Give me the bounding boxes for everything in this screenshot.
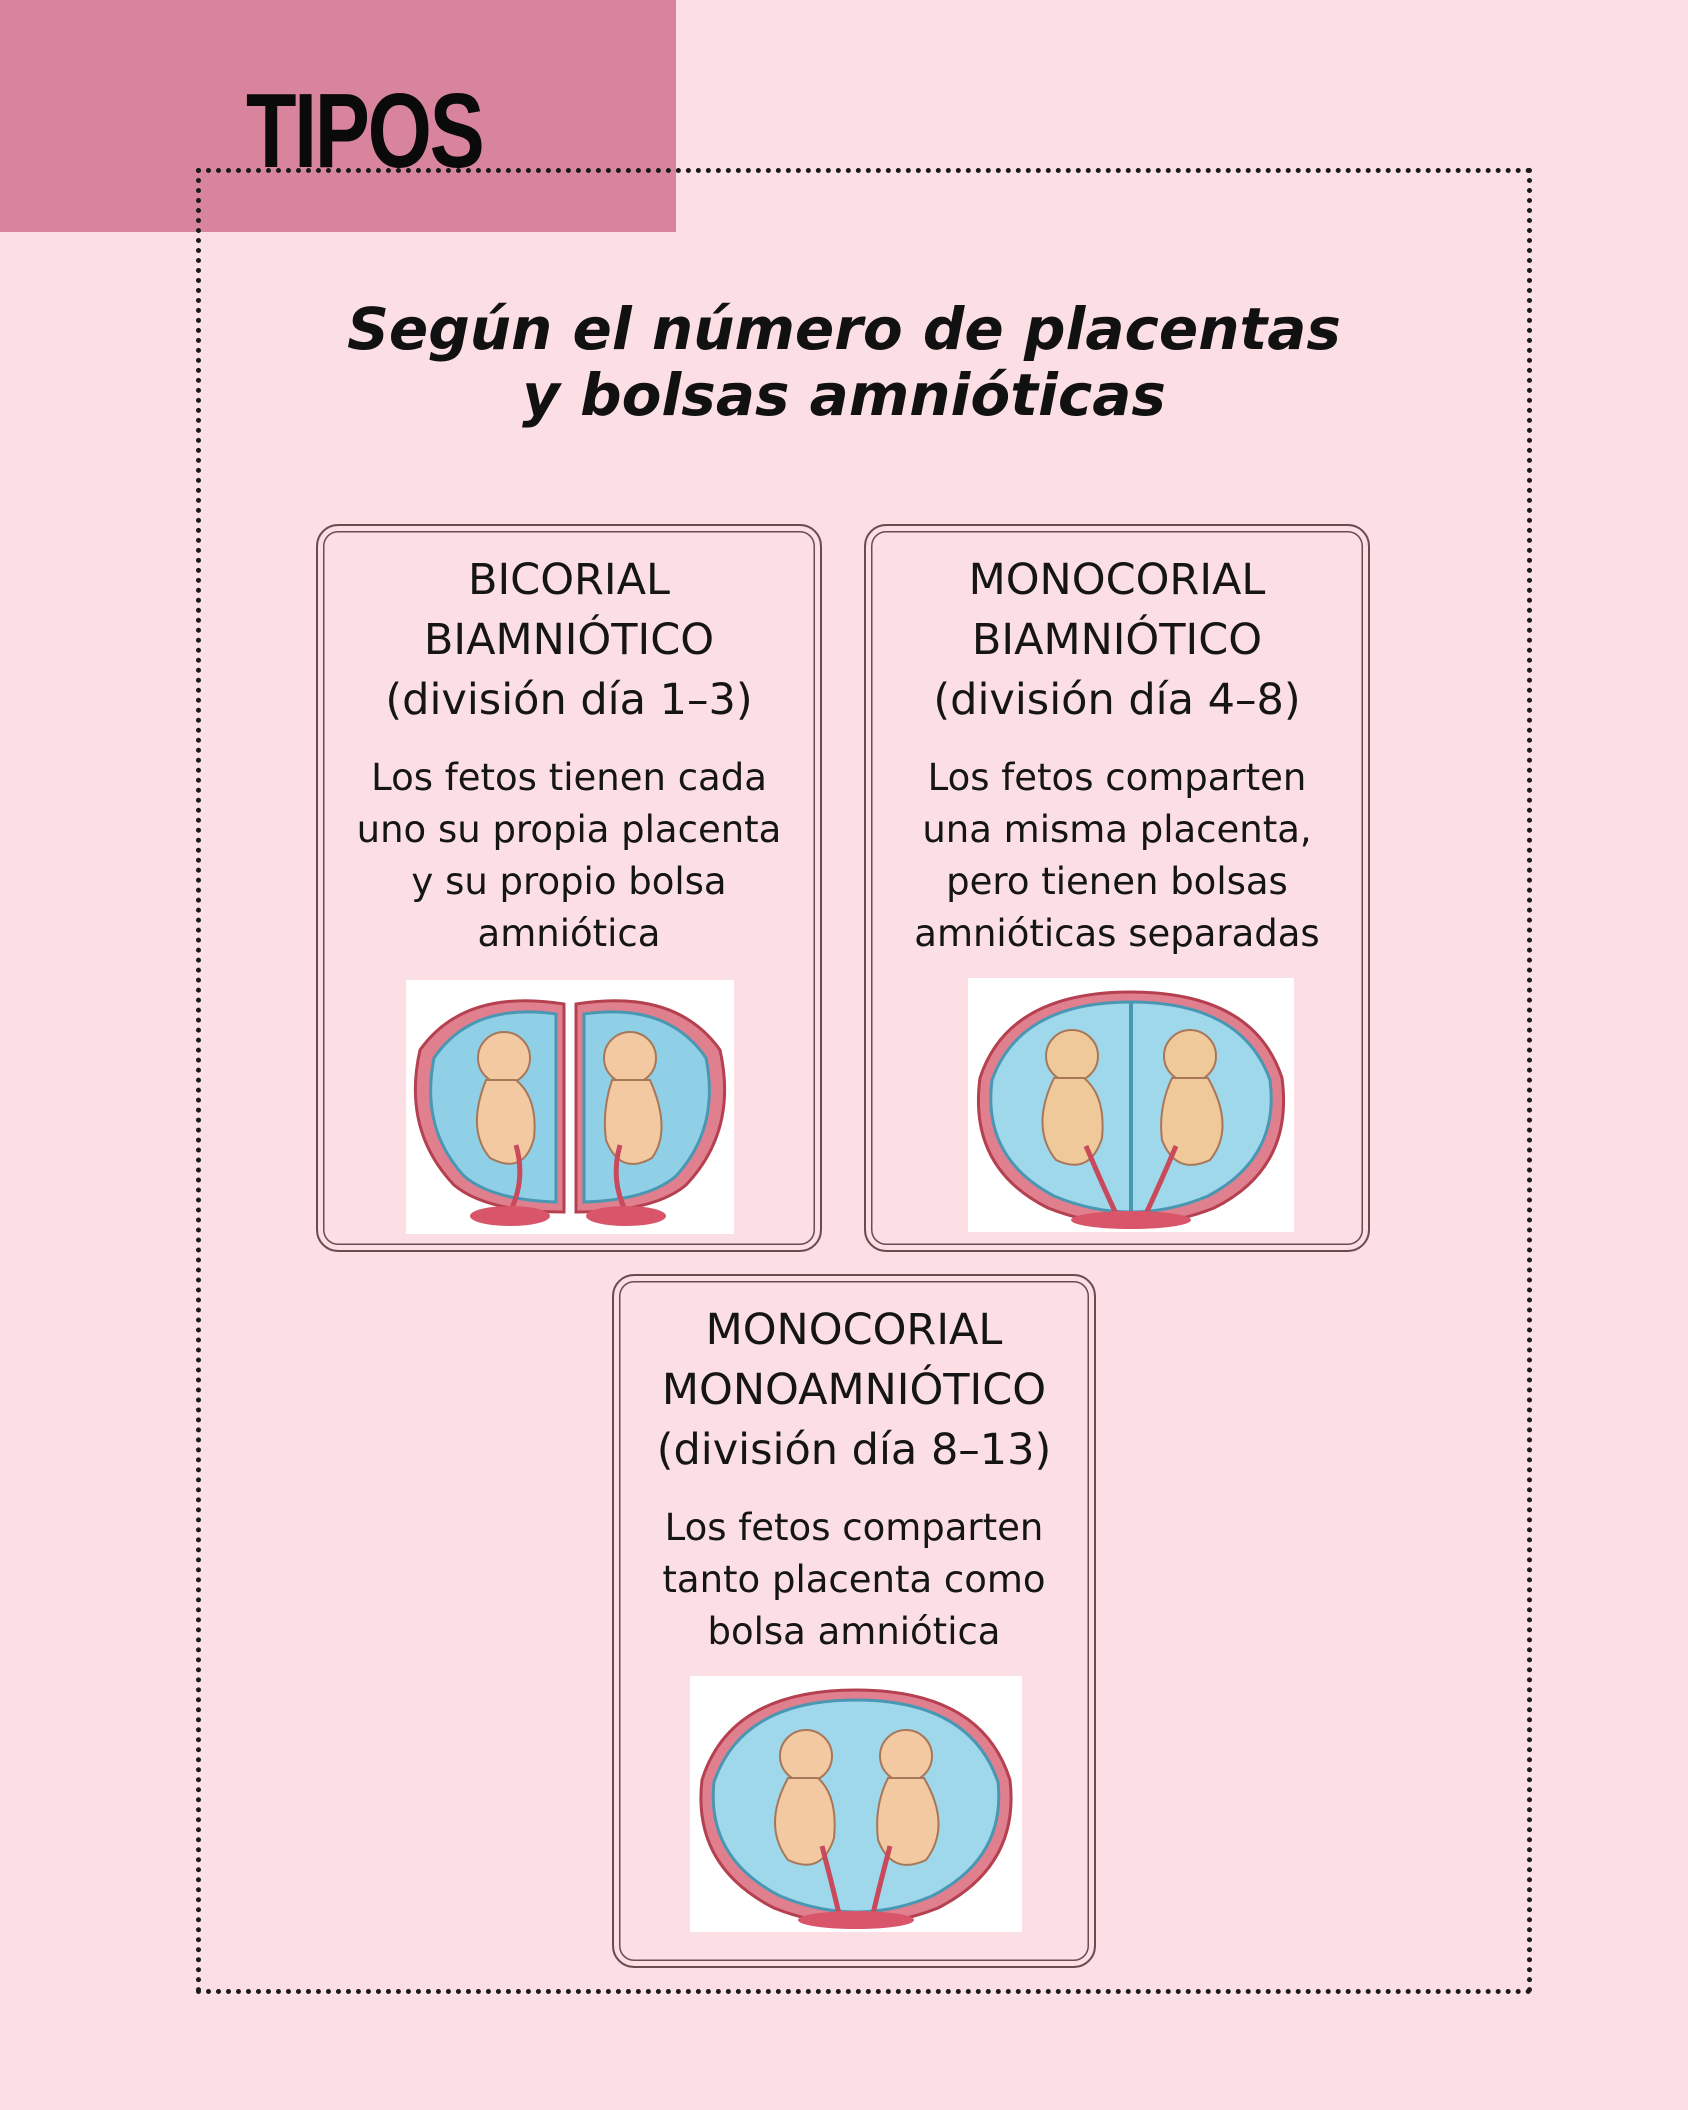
card-title-line: BICORIAL — [468, 555, 670, 605]
card-monocorial-monoamniotico — [612, 1274, 1096, 1968]
card-desc-line: Los fetos comparten — [927, 756, 1307, 799]
card-desc-line: bolsa amniótica — [707, 1610, 1001, 1653]
card-title-line: (división día 4–8) — [933, 675, 1301, 725]
card-bicorial-biamniotico — [316, 524, 822, 1252]
card-desc-line: uno su propia placenta — [356, 808, 782, 851]
card-description — [614, 1502, 1094, 1658]
page-title: TIPOS — [246, 72, 483, 190]
card-title-line: MONOCORIAL — [968, 555, 1266, 605]
card-description — [318, 752, 820, 960]
card-title — [614, 1300, 1094, 1480]
twins-illustration — [968, 978, 1294, 1232]
card-title-line: BIAMNIÓTICO — [423, 615, 715, 665]
card-desc-line: amnióticas separadas — [914, 912, 1320, 955]
twins-illustration — [690, 1676, 1022, 1932]
card-title-line: (división día 8–13) — [656, 1425, 1052, 1475]
card-desc-line: amniótica — [477, 912, 661, 955]
card-desc-line: y su propio bolsa — [411, 860, 727, 903]
card-title-line: BIAMNIÓTICO — [971, 615, 1263, 665]
subtitle-line-1: Según el número de placentas — [347, 295, 1341, 363]
card-title-line: MONOAMNIÓTICO — [661, 1365, 1047, 1415]
subtitle — [0, 296, 1688, 428]
card-desc-line: una misma placenta, — [922, 808, 1312, 851]
card-title-line: (división día 1–3) — [385, 675, 753, 725]
card-title — [318, 550, 820, 730]
card-desc-line: tanto placenta como — [662, 1558, 1046, 1601]
card-desc-line: pero tienen bolsas — [946, 860, 1288, 903]
card-desc-line: Los fetos comparten — [664, 1506, 1044, 1549]
card-desc-line: Los fetos tienen cada — [371, 756, 767, 799]
subtitle-line-2: y bolsas amnióticas — [522, 361, 1166, 429]
card-title-line: MONOCORIAL — [705, 1305, 1003, 1355]
card-title — [866, 550, 1368, 730]
card-monocorial-biamniotico — [864, 524, 1370, 1252]
card-description — [866, 752, 1368, 960]
twins-illustration — [406, 980, 734, 1234]
